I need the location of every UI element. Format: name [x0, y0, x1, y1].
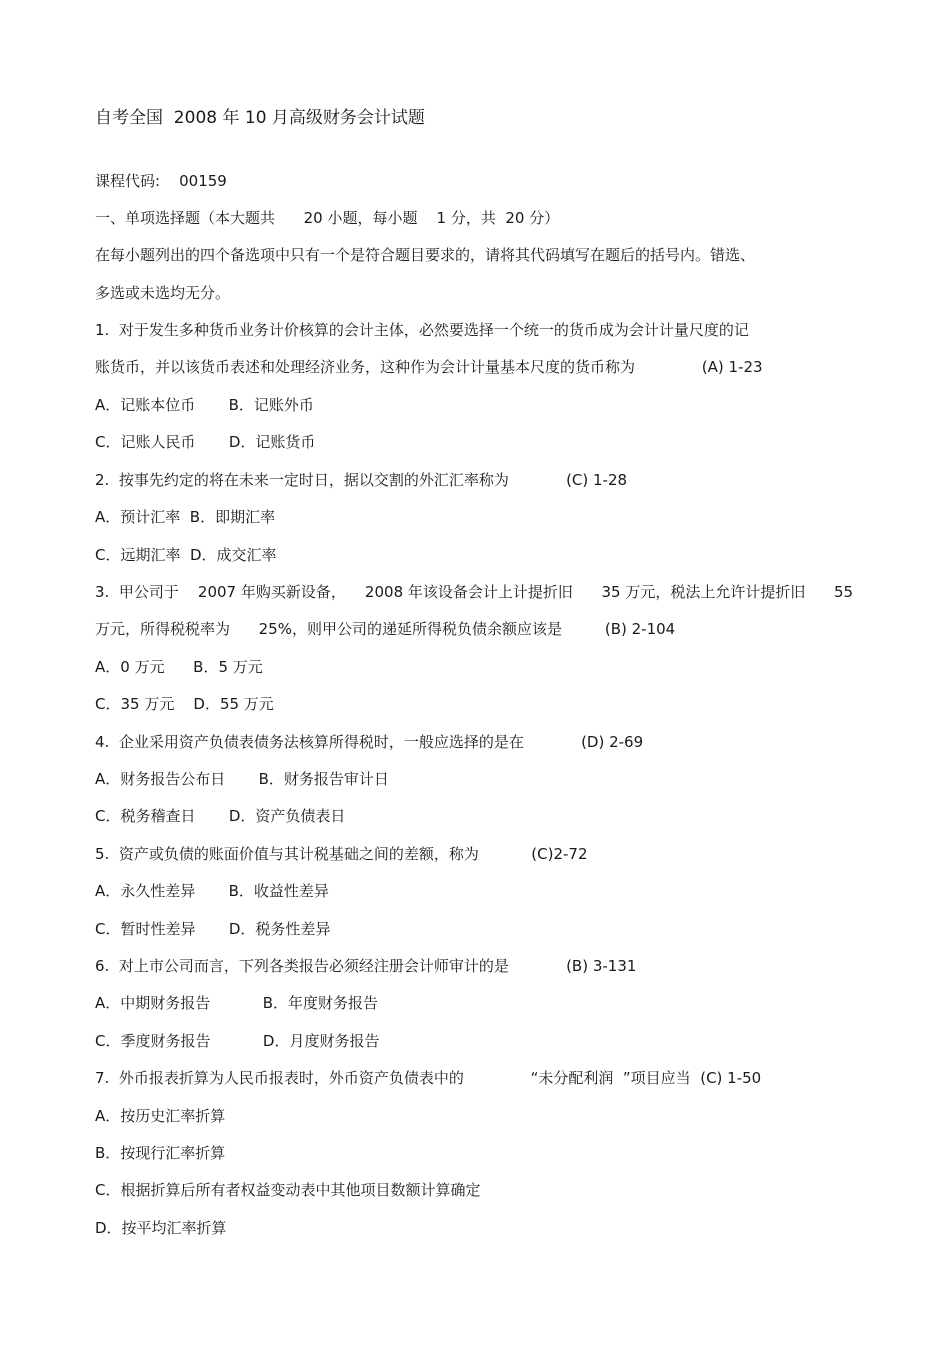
instruction-line: 在每小题列出的四个备选项中只有一个是符合题目要求的，请将其代码填写在题后的括号内。错选、 [95, 246, 756, 264]
question-5-option: A．永久性差异 B．收益性差异 [95, 882, 329, 900]
question-6-option: A．中期财务报告 B．年度财务报告 [95, 994, 379, 1012]
question-1-option: A．记账本位币 B．记账外币 [95, 396, 314, 414]
document-title: 自考全国 2008 年 10 月高级财务会计试题 [95, 108, 425, 128]
question-5-option: C．暂时性差异 D．税务性差异 [95, 920, 331, 938]
course-code: 课程代码: 00159 [95, 172, 227, 190]
question-3-option: A．0 万元 B．5 万元 [95, 658, 263, 676]
question-1-option: C．记账人民币 D．记账货币 [95, 433, 316, 451]
question-2-option: C．远期汇率 D．成交汇率 [95, 546, 277, 564]
question-7-option: A．按历史汇率折算 [95, 1107, 226, 1125]
question-2-option: A．预计汇率 B．即期汇率 [95, 508, 276, 526]
question-3-stem: 万元，所得税税率为 25%，则甲公司的递延所得税负债余额应该是 (B) 2-104 [95, 620, 676, 638]
question-1-stem: 账货币，并以该货币表述和处理经济业务，这种作为会计计量基本尺度的货币称为 (A) 1-23 [95, 358, 763, 376]
instruction-line: 多选或未选均无分。 [95, 284, 231, 302]
section-heading: 一、单项选择题（本大题共 20 小题，每小题 1 分，共 20 分） [95, 209, 560, 227]
question-4-stem: 4. 企业采用资产负债表债务法核算所得税时，一般应选择的是在 (D) 2-69 [95, 733, 644, 751]
question-4-option: C．税务稽查日 D．资产负债表日 [95, 807, 346, 825]
question-6-stem: 6. 对上市公司而言，下列各类报告必须经注册会计师审计的是 (B) 3-131 [95, 957, 637, 975]
question-3-stem: 3. 甲公司于 2007 年购买新设备， 2008 年该设备会计上计提折旧 35 万元，税法上允许计提折旧 55 [95, 583, 854, 601]
question-5-stem: 5. 资产或负债的账面价值与其计税基础之间的差额，称为 (C)2-72 [95, 845, 588, 863]
question-4-option: A．财务报告公布日 B．财务报告审计日 [95, 770, 389, 788]
question-7-option: B．按现行汇率折算 [95, 1144, 226, 1162]
question-7-option: D．按平均汇率折算 [95, 1219, 227, 1237]
question-3-option: C．35 万元 D．55 万元 [95, 695, 274, 713]
question-7-option: C．根据折算后所有者权益变动表中其他项目数额计算确定 [95, 1181, 481, 1199]
question-7-stem: 7. 外币报表折算为人民币报表时，外币资产负债表中的 “未分配利润 ”项目应当 (C) 1-50 [95, 1069, 762, 1087]
question-2-stem: 2. 按事先约定的将在未来一定时日，据以交割的外汇汇率称为 (C) 1-28 [95, 471, 628, 489]
question-1-stem: 1. 对于发生多种货币业务计价核算的会计主体，必然要选择一个统一的货币成为会计计量尺度的记 [95, 321, 749, 339]
question-6-option: C．季度财务报告 D．月度财务报告 [95, 1032, 380, 1050]
